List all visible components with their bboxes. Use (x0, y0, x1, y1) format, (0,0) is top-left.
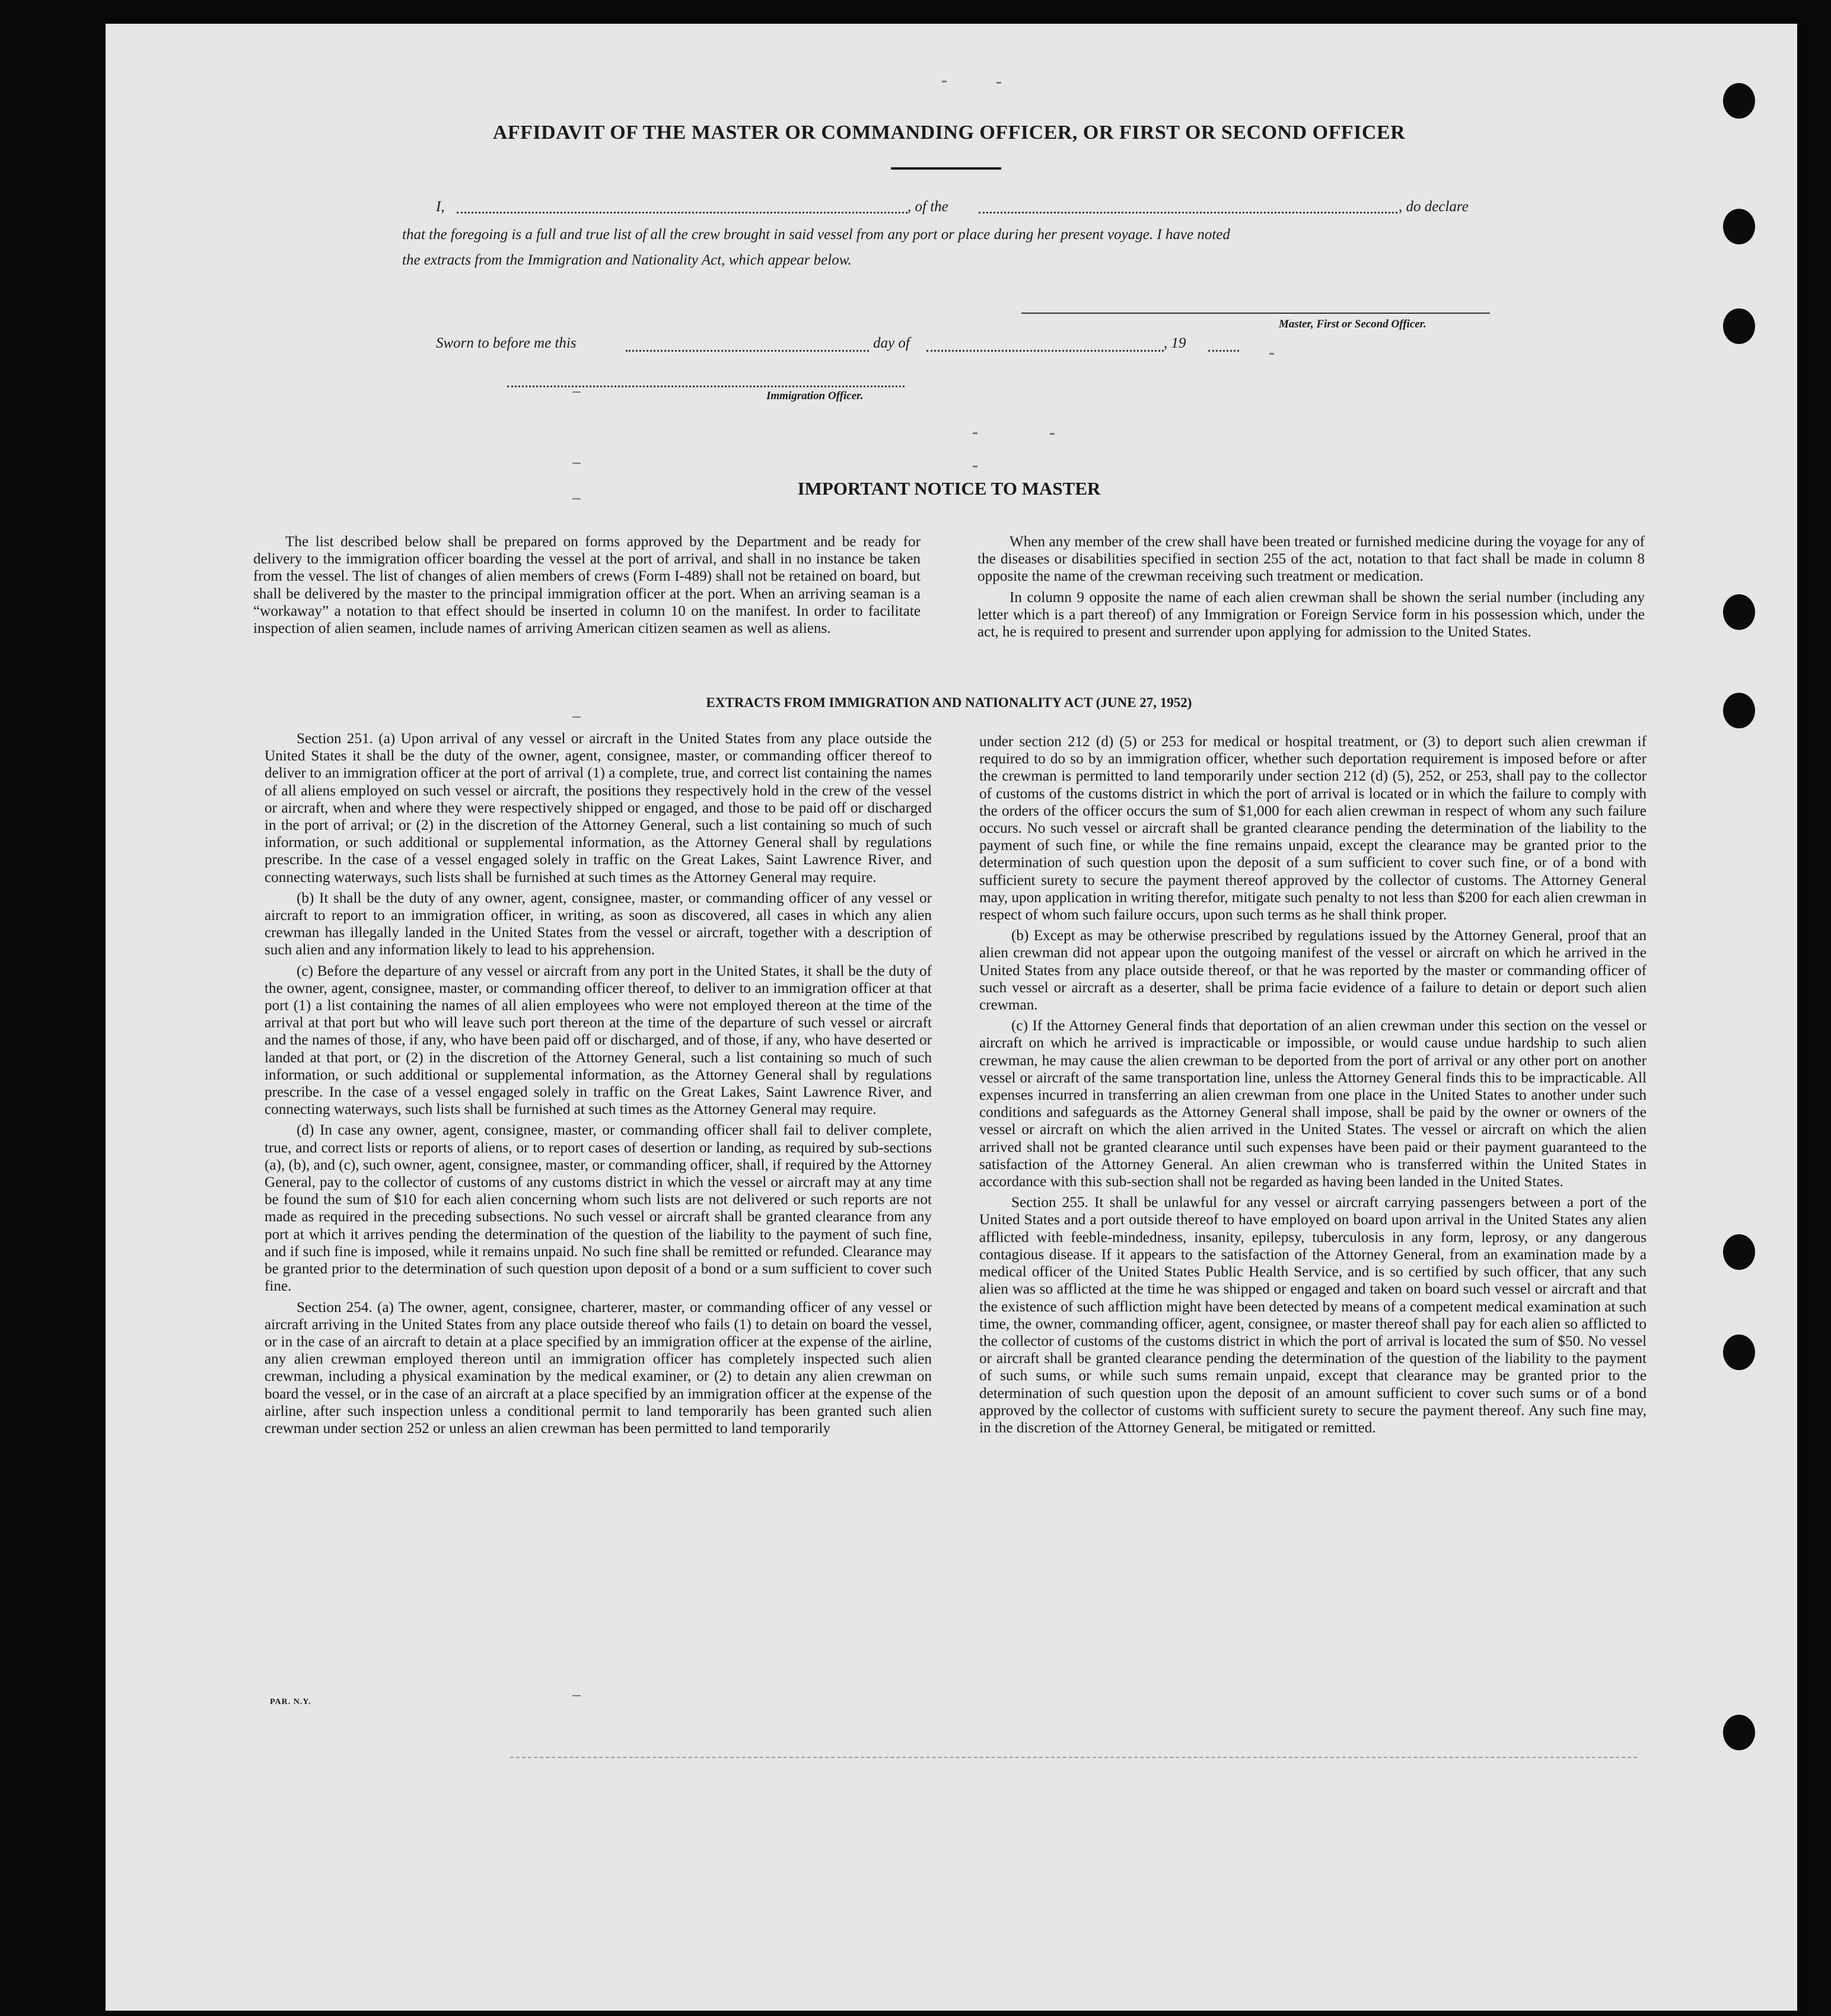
punch-hole (1723, 209, 1755, 244)
sworn-year-field-line[interactable] (1208, 350, 1239, 352)
day-of-label: day of (873, 335, 910, 351)
punch-hole (1723, 693, 1755, 728)
name-field-line[interactable] (457, 212, 907, 214)
punch-hole (1723, 1715, 1755, 1750)
master-signature-label: Master, First or Second Officer. (1279, 318, 1426, 330)
master-signature-line[interactable] (1021, 313, 1490, 314)
punch-hole (1723, 83, 1755, 119)
extract-paragraph: (b) It shall be the duty of any owner, agent, consignee, master, or commanding officer of any vessel or aircraft to report to an immigration officer, in writing, as soon as discovered, all cases in which any alien crewman has illegally landed in the United States from the vessel or aircraft, together with a description of such alien and any information likely to lead to his apprehension. (265, 890, 932, 958)
extracts-left-column (265, 730, 932, 1441)
declaration-line-1: that the foregoing is a full and true list of all the crew brought in said vessel from any port or place during her present voyage. I have noted (402, 227, 1230, 243)
extract-paragraph: (d) In case any owner, agent, consignee, master, or commanding officer shall fail to deliver complete, true, and correct lists or reports of aliens, or to report cases of desertion or landing, as required by sub-sections (a), (b), and (c), such owner, agent, consignee, master, or commanding officer, shall, if required by the Attorney General, pay to the collector of customs of any customs district in which the vessel or aircraft may at any time be found the sum of $10 for each alien concerning whom such lists are not delivered or such reports are not made as required in the preceding subsections. No such vessel or aircraft shall be granted clearance from any port at which it arrives pending the determination of the question of the liability to the payment of such fine, and if such fine is imposed, while it remains unpaid. No such fine shall be remitted or refunded. Clearance may be granted prior to the determination of such question upon deposit of a bond or a sum sufficient to cover such fine. (265, 1122, 932, 1295)
punch-hole (1723, 1335, 1755, 1370)
punch-hole (1723, 594, 1755, 630)
of-the-label: , of the (907, 199, 948, 215)
notice-paragraph: When any member of the crew shall have been treated or furnished medicine during the voyage for any of the diseases or disabilities specified in section 255 of the act, notation to that fact shall be made in column 8 opposite the name of the crewman receiving such treatment or medication. (977, 534, 1645, 585)
sworn-label: Sworn to before me this (436, 335, 577, 351)
extract-paragraph: Section 254. (a) The owner, agent, consignee, charterer, master, or commanding officer of any vessel or aircraft arriving in the United States from any place outside thereof who fails (1) to detain on board the vessel, or in the case of an aircraft to detain at a place specified by an immigration officer at the expense of the airline, any alien crewman employed thereon until an immigration officer has completely inspected such alien crewman, including a physical examination by the medical examiner, or (2) to detain any alien crewman on board the vessel, or in the case of an aircraft at a place specified by an immigration officer at the expense of the airline, after such inspection unless a conditional permit to land temporarily has been granted such alien crewman under section 252 or unless an alien crewman has been permitted to land temporarily (265, 1299, 932, 1437)
extract-paragraph: under section 212 (d) (5) or 253 for medical or hospital treatment, or (3) to deport such alien crewman if required to do so by an immigration officer, whether such deportation requirement is imposed before or after the crewman is permitted to land temporarily under section 212 (d) (5), 252, or 253, shall pay to the collector of customs of the customs district in which the port of arrival is located or in which the failure to comply with the orders of the officer occurs the sum of $1,000 for each alien crewman in respect of whom any such failure occurs. No such vessel or aircraft shall be granted clearance pending the determination of the liability to the payment of such fine, or while the fine remains unpaid, except the clearance may be granted prior to the determination of such question upon the deposit of a sum sufficient to cover such fine, or of a bond with sufficient surety to secure the payment thereof approved by the collector of customs. The Attorney General may, upon application in writing therefor, mitigate such penalty to not less than $200 for each alien crewman in respect of whom such failure occurs, upon such terms as he shall think proper. (979, 734, 1647, 923)
notice-paragraph: The list described below shall be prepared on forms approved by the Department and be ready for delivery to the immigration officer boarding the vessel at the port of arrival, and shall in no instance be taken from the vessel. The list of changes of alien members of crews (Form I-489) shall not be retained on board, but shall be delivered by the master to the principal immigration officer at the port. When an arriving seaman is a “workaway” a notation to that effect should be inserted in column 10 on the manifest. In order to facilitate inspection of alien seamen, include names of arriving American citizen seamen as well as aliens. (253, 534, 921, 637)
extract-paragraph: Section 255. It shall be unlawful for any vessel or aircraft carrying passengers between a port of the United States and a port outside thereof to have employed on board upon arrival in the United States any alien afflicted with feeble-mindedness, insanity, epilepsy, tuberculosis in any form, leprosy, or any dangerous contagious disease. If it appears to the satisfaction of the Attorney General, from an examination made by a medical officer of the United States Public Health Service, and is so certified by such officer, that any such alien was so afflicted at the time he was shipped or engaged and taken on board such vessel or aircraft and that the existence of such affliction might have been detected by means of a competent medical examination at such time, the owner, commanding officer, agent, consignee, or master thereof shall pay for each alien so afflicted to the collector of customs of the customs district in which the port of arrival is located the sum of $50. No vessel or aircraft shall be granted clearance pending the determination of the question of the liability to the payment of such sums, or while such sums remain unpaid, except that clearance may be granted prior to the determination of such question upon the deposit of an amount sufficient to cover such sums or of a bond approved by the collector of customs with sufficient surety to secure the payment thereof. Any such fine may, in the discretion of the Attorney General, be mitigated or remitted. (979, 1195, 1647, 1436)
punch-hole (1723, 308, 1755, 344)
extracts-right-column (979, 733, 1647, 1440)
vessel-field-line[interactable] (979, 212, 1397, 214)
affidavit-title: AFFIDAVIT OF THE MASTER OR COMMANDING OFFICER, OR FIRST OR SECOND OFFICER (492, 122, 1406, 144)
title-rule (891, 167, 1001, 170)
officer-signature-line[interactable] (507, 386, 905, 387)
extract-paragraph: (b) Except as may be otherwise prescribed by regulations issued by the Attorney General, proof that an alien crewman did not appear upon the outgoing manifest of the vessel or aircraft on which he arrived in the United States from any place outside thereof, or that he was reported by the master or commanding officer of such vessel or aircraft as a deserter, shall be prima facie evidence of a failure to detain or deport such alien crewman. (979, 928, 1647, 1014)
printer-mark: PAR. N.Y. (270, 1697, 311, 1706)
year-label: , 19 (1164, 335, 1186, 351)
extract-paragraph: (c) If the Attorney General finds that deportation of an alien crewman under this section on the vessel or aircraft on which he arrived is impracticable or impossible, or would cause undue hardship to such alien crewman, he may cause the alien crewman to be deported from the port of arrival or any other port on another vessel or aircraft of the same transportation line, unless the Attorney General finds this to be impracticable. All expenses incurred in transferring an alien crewman from one place in the United States to another under such conditions and safeguards as the Attorney General shall impose, shall be paid by the owner or owners of the vessel or aircraft on which the alien arrived in the United States. The vessel or aircraft on which the alien arrived shall not be granted clearance until such expenses have been paid or their payment guaranteed to the satisfaction of the Attorney General. An alien crewman who is transferred within the United States in accordance with this sub-section shall not be regarded as having been landed in the United States. (979, 1018, 1647, 1190)
do-declare-label: , do declare (1399, 199, 1469, 215)
notice-right-column (977, 533, 1645, 644)
officer-signature-label: Immigration Officer. (766, 390, 864, 402)
declaration-line-2: the extracts from the Immigration and Nationality Act, which appear below. (402, 252, 852, 268)
notice-paragraph: In column 9 opposite the name of each alien crewman shall be shown the serial number (including any letter which is a part thereof) of any Immigration or Foreign Service form in his possession which, under the act, he is required to present and surrender upon applying for admission to the United States. (977, 589, 1645, 641)
i-label: I, (436, 199, 445, 215)
extract-paragraph: (c) Before the departure of any vessel or aircraft from any port in the United States, it shall be the duty of the owner, agent, consignee, master, or commanding officer thereof, to deliver to an immigration officer at that port (1) a list containing the names of all alien employees who were not employed thereon at the time of the arrival at that port but who will leave such port thereon at the time of the departure of such vessel or aircraft and the names of those, if any, who have been paid off or discharged, and of those, if any, who have deserted or landed at that port, or (2) in the discretion of the Attorney General, such a list containing so much of such information, or such additional or supplemental information, as the Attorney General shall by regulations prescribe. In the case of a vessel engaged solely in traffic on the Great Lakes, Saint Lawrence River, and connecting waterways, such lists shall be furnished at such times as the Attorney General may require. (265, 963, 932, 1118)
sworn-day-field-line[interactable] (626, 350, 869, 352)
extract-paragraph: Section 251. (a) Upon arrival of any vessel or aircraft in the United States from any place outside the United States it shall be the duty of the owner, agent, consignee, master, or commanding officer thereof to deliver to an immigration officer at the port of arrival (1) a complete, true, and correct list containing the names of all aliens employed on such vessel or aircraft, the positions they respectively hold in the crew of the vessel or aircraft, when and where they were respectively shipped or engaged, and those to be paid off or discharged in the port of arrival; or (2) in the discretion of the Attorney General, such a list containing so much of such information, or such additional or supplemental information, as the Attorney General shall by regulations prescribe. In the case of a vessel engaged solely in traffic on the Great Lakes, Saint Lawrence River, and connecting waterways, such lists shall be furnished at such times as the Attorney General may require. (265, 731, 932, 886)
scan-artifact-line (510, 1757, 1637, 1758)
notice-left-column (253, 533, 921, 641)
sworn-month-field-line[interactable] (926, 350, 1164, 352)
notice-title: IMPORTANT NOTICE TO MASTER (797, 478, 1101, 499)
punch-hole (1723, 1234, 1755, 1270)
extracts-title: EXTRACTS FROM IMMIGRATION AND NATIONALITY ACT (JUNE 27, 1952) (706, 695, 1192, 710)
